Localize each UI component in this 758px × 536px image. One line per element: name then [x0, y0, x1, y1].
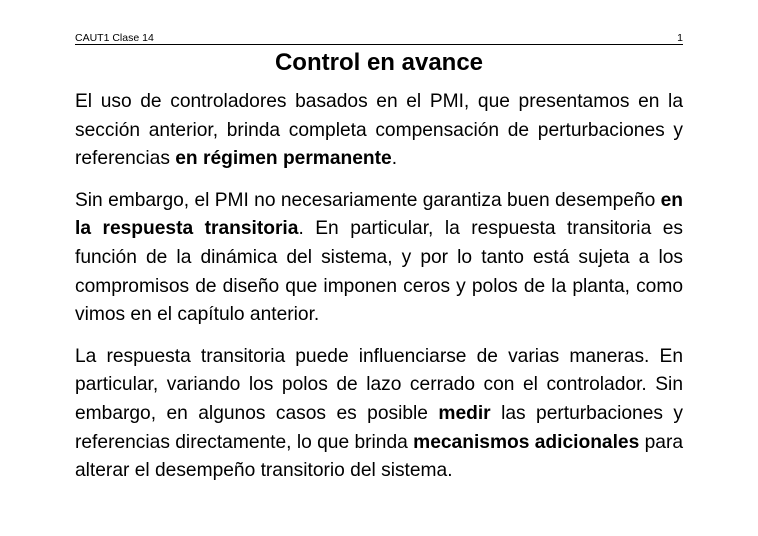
- paragraph-2: [75, 187, 683, 330]
- paragraph-1-text-c: .: [391, 148, 398, 170]
- paragraph-3-text-e: para alterar el desempeño transitorio del sistema.: [75, 431, 684, 482]
- paragraph-3-text-a: La respuesta transitoria puede influenciarse de varias maneras. En particular, variando los polos de lazo cerrado con el controlador. Sin embargo, en algunos casos es posible: [75, 345, 683, 424]
- paragraph-2-emphasis: en la respuesta transitoria: [75, 189, 683, 240]
- paragraph-2-text-c: . En particular, la respuesta transitoria es función de la dinámica del sistema, y por lo tanto está sujeta a los compromisos de diseño que imponen ceros y polos de la planta, como vimos en el capítulo anterior.: [75, 218, 683, 326]
- paragraph-3: [75, 343, 683, 486]
- paragraph-1: [75, 88, 683, 174]
- page-title: Control en avance: [274, 49, 484, 76]
- header-divider: [75, 44, 683, 45]
- course-label: CAUT1 Clase 14: [75, 32, 154, 44]
- page-number: 1: [677, 32, 683, 44]
- paragraph-1-text-a: El uso de controladores basados en el PMI, que presentamos en la sección anterior, brinda completa compensación de perturbaciones y referencias: [75, 91, 683, 170]
- paragraph-3-emphasis-mecanismos: mecanismos adicionales: [413, 431, 640, 453]
- slide-body: [75, 88, 683, 499]
- page-header: [75, 30, 683, 44]
- paragraph-2-text-a: Sin embargo, el PMI no necesariamente garantiza buen desempeño: [75, 189, 661, 211]
- paragraph-3-emphasis-medir: medir: [438, 402, 491, 424]
- paragraph-1-emphasis: en régimen permanente: [175, 148, 392, 170]
- paragraph-3-text-c: las perturbaciones y referencias directamente, lo que brinda: [75, 402, 683, 453]
